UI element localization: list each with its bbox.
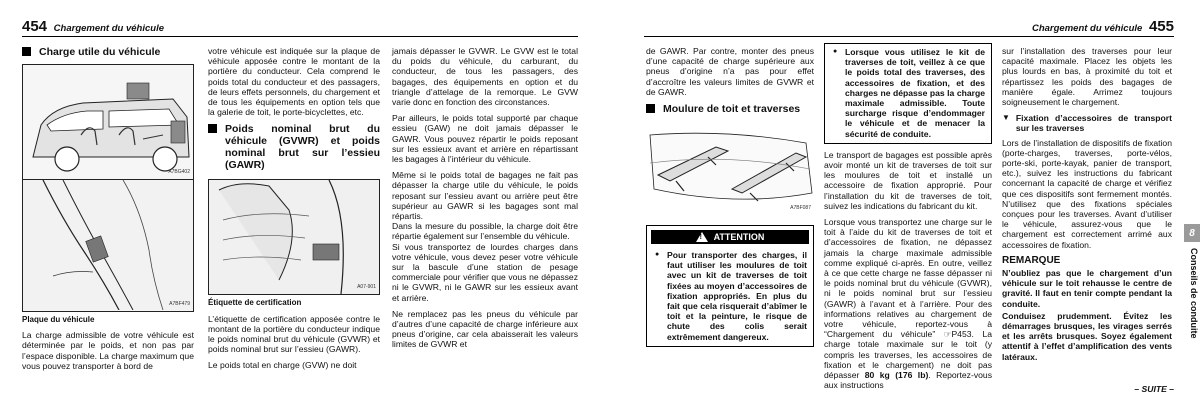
right-page-header xyxy=(1032,18,1174,35)
square-bullet-icon xyxy=(208,124,217,133)
paragraph: Le poids total en charge (GVW) ne doit xyxy=(208,360,357,371)
paragraph: Lorsque vous transportez une charge sur le toit à l’aide du kit de traverses de toit et d’accessoires de fixation, ne dépassez jamais la charge maximale admissible comme expliqué ci-après. En outre, veillez à ce que cette charge ne fasse dépasser ni le poids nominal brut du véhicule (GVWR), ni le poids nominal brut sur l’essieu (GAWR) à l’avant et à l’arrière. Pour des informations relatives au chargement de votre véhicule, reportez-vous à “Chargement du véhicule” ☞P453. La charge totale maximale sur le toit (y compris les traverses, les accessoires de fixation et le chargement) ne doit pas dépasser 80 kg (176 lb). Reportez-vous aux instructions xyxy=(824,217,992,391)
vehicle-illustration xyxy=(22,64,194,180)
door-jamb-icon xyxy=(209,180,379,294)
paragraph: sur l’installation des traverses pour leur capacité maximale. Placez les objets les plus lourds en bas, à proximité du toit et répartissez les poids des bagages de manière égale. Arrimez toujours soigneusement le chargement. xyxy=(1002,46,1172,108)
door-pillar-icon xyxy=(23,180,193,310)
page-number: 454 xyxy=(22,18,48,35)
figure-caption: Étiquette de certification xyxy=(208,298,302,308)
caution-box xyxy=(824,43,992,144)
paragraph: Si vous transportez de lourdes charges dans votre véhicule, vous devez peser votre véhicule sur la bascule d’une station de pesage commerciale pour vérifier que vous ne dépassez ni le GVWR, ni le GAWR sur les essieux avant et arrière. xyxy=(392,241,578,303)
paragraph: Lors de l’installation de dispositifs de fixation (porte-charges, traverses, porte-vélos, porte-ski, porte-kayak, panier de transport, etc.), suivez les instructions du fabricant concernant la capacité de charge et vérifiez que ces dispositifs sont fermement montés. N’utilisez que des fixations spéciales conçues pour les traverses. Avant d’utiliser le véhicule, assurez-vous que le chargement est correctement arrimé aux accessoires de fixation. xyxy=(1002,137,1172,250)
attention-item: ● Pour transporter des charges, il faut utiliser les moulures de toit avec un kit de traverses de toit fixées au moyen d’accessoires de fixation appropriés. En plus du fait que cela risquerait d’abîmer le toit et la peinture, le risque de chute des colis serait extrêmement dangereux. xyxy=(655,250,807,342)
paragraph: jamais dépasser le GVWR. Le GVW est le total du poids du véhicule, du carburant, du conducteur, de tous les passagers, des bagages, des équipements en option et du triangle d’attelage de la remorque. Le GVW varie donc en fonction des circonstances. xyxy=(392,46,578,108)
figure-code: A07-901 xyxy=(357,284,376,291)
roof-rails-illustration xyxy=(646,123,814,215)
right-col-2 xyxy=(824,46,992,397)
section-title: Moulure de toit et traverses xyxy=(646,103,814,115)
left-col-3 xyxy=(392,46,578,356)
attention-box xyxy=(646,225,814,347)
remark-title: REMARQUE xyxy=(1002,254,1061,266)
right-col-1 xyxy=(646,46,814,347)
paragraph: Par ailleurs, le poids total supporté par chaque essieu (GAW) ne doit jamais dépasser le GAWR. Vous pouvez répartir le poids reposant sur les essieux avant et arrière en répartissant les bagages à l’intérieur du véhicule. xyxy=(392,113,578,165)
remark-paragraph: N’oubliez pas que le chargement d’un véhicule sur le toit rehausse le centre de gravité. Il faut en tenir compte pendant la conduite. xyxy=(1002,268,1172,309)
caution-list xyxy=(833,47,985,139)
paragraph: L’étiquette de certification apposée contre le montant de la portière du conducteur indique le poids nominal brut du véhicule (GVWR) et poids nominal brut sur l’essieu (GAWR). xyxy=(208,313,380,355)
paragraph: La charge admissible de votre véhicule est déterminée par le poids, et non pas par l’espace disponible. La charge maximum que vous pouvez transporter à bord de xyxy=(22,330,194,371)
paragraph: Dans la mesure du possible, la charge doit être répartie également sur l’ensemble du véhicule. xyxy=(392,221,578,242)
triangle-down-icon: ▼ xyxy=(1002,113,1010,123)
caution-item: ● Lorsque vous utilisez le kit de traverses de toit, veillez à ce que le poids total des traverses, des accessoires de fixation, et des charges ne dépasse pas la charge maximale admissible. Toute surcharge risque d’endommager le véhicule et de menacer la sécurité de conduite. xyxy=(833,47,985,139)
paragraph: votre véhicule est indiquée sur la plaque de véhicule apposée contre le montant de la portière du conducteur. Cela comprend le poids total du conducteur et des passagers, de leurs effets personnels, du chargement et de tous les équipements en option tels que la galerie de toit, le porte-bicyclettes, etc. xyxy=(208,46,380,118)
left-page-header xyxy=(22,18,164,35)
certification-label-illustration xyxy=(208,179,380,295)
figure-code: A7BF087 xyxy=(790,204,811,211)
right-col-3 xyxy=(1002,46,1172,368)
continue-marker: – SUITE – xyxy=(1134,384,1174,394)
vehicle-cutaway-icon xyxy=(23,65,193,179)
section-title: Poids nominal brut du véhicule (GVWR) et poids nominal brut sur l’essieu (GAWR) xyxy=(208,123,380,171)
roof-crossbars-icon xyxy=(646,123,814,215)
header-rule xyxy=(22,36,578,37)
square-bullet-icon xyxy=(646,104,655,113)
warning-icon xyxy=(696,232,708,242)
paragraph: Le transport de bagages est possible après avoir monté un kit de traverses de toit sur les moulures de toit et installé un accessoire de fixation approprié. Pour l’installation du kit de traverses de toit, suivez les indications du fabricant du kit. xyxy=(824,149,992,211)
subsection-title: ▼ Fixation d’accessoires de transport sur les traverses xyxy=(1002,113,1172,134)
right-page xyxy=(600,0,1200,402)
chapter-tab xyxy=(1184,224,1200,242)
header-rule xyxy=(644,36,1174,37)
chapter-label: Conseils de conduite xyxy=(1189,248,1199,339)
figure-code: A7BG402 xyxy=(168,168,190,175)
square-bullet-icon xyxy=(22,47,31,56)
chapter-number: 8 xyxy=(1189,227,1195,239)
attention-list xyxy=(647,248,813,342)
header-title: Chargement du véhicule xyxy=(1031,23,1143,34)
paragraph: de GAWR. Par contre, monter des pneus d’une capacité de charge supérieure aux pneus d’origine n’a pas pour effet d’accroître les valeurs limites de GVWR et de GAWR. xyxy=(646,46,814,97)
section-title: Charge utile du véhicule xyxy=(22,46,194,58)
left-col-1 xyxy=(22,46,194,377)
paragraph: Même si le poids total de bagages ne fait pas dépasser la charge utile du véhicule, le poids reposant sur l’essieu avant ou arrière peut être supérieur au GAWR si les bagages sont mal répartis. xyxy=(392,170,578,222)
figure-caption: Plaque du véhicule xyxy=(22,315,95,324)
figure-code: A7BF479 xyxy=(169,300,190,307)
remark-paragraph: Conduisez prudemment. Évitez les démarrages brusques, les virages serrés et les arrêts brusques. Soyez également attentif à l’effet d’amplification des vents latéraux. xyxy=(1002,310,1172,362)
paragraph: Ne remplacez pas les pneus du véhicule par d’autres d’une capacité de charge inférieure aux pneus d’origine, car cela abaisserait les valeurs limites de GVWR et xyxy=(392,308,578,350)
page-number: 455 xyxy=(1148,18,1174,35)
attention-header: ! ATTENTION xyxy=(651,230,809,244)
vehicle-plate-illustration xyxy=(22,180,194,312)
header-title: Chargement du véhicule xyxy=(53,23,165,34)
left-col-2 xyxy=(208,46,380,377)
